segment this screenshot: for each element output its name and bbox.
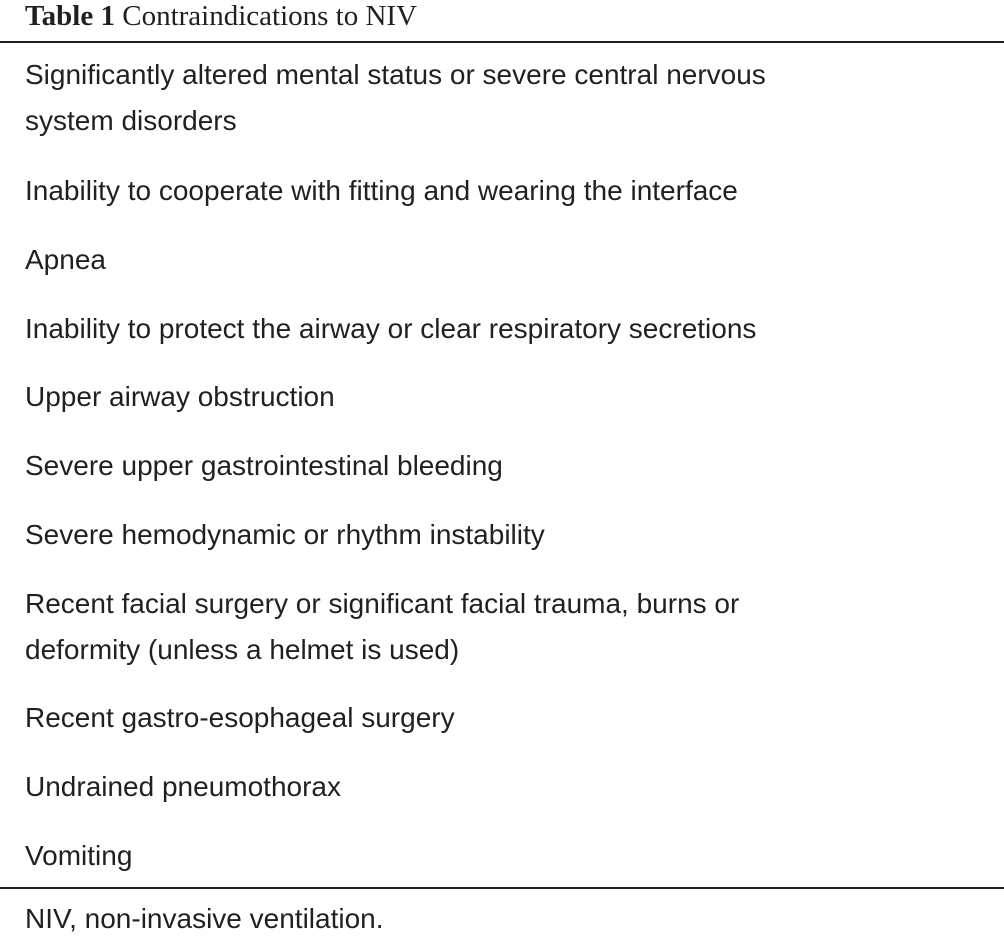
- row-text-line: deformity (unless a helmet is used): [25, 634, 460, 665]
- table-row: [25, 306, 965, 352]
- table-row: [25, 512, 965, 558]
- table-row: [25, 237, 965, 283]
- row-text-line: Inability to protect the airway or clear respiratory secretions: [25, 313, 757, 344]
- top-rule: [0, 41, 1004, 43]
- table-row: [25, 695, 965, 741]
- row-text-line: Recent facial surgery or significant facial trauma, burns or: [25, 588, 740, 619]
- table-footnote: NIV, non-invasive ventilation.: [25, 903, 384, 934]
- row-text-line: Recent gastro-esophageal surgery: [25, 702, 455, 733]
- row-text-line: Severe hemodynamic or rhythm instability: [25, 519, 545, 550]
- table-caption: [25, 0, 417, 36]
- row-text-line: system disorders: [25, 105, 237, 136]
- table-title: Contraindications to NIV: [122, 0, 418, 32]
- row-text-line: Upper airway obstruction: [25, 381, 335, 412]
- table-row: [25, 443, 965, 489]
- row-text-line: Significantly altered mental status or severe central nervous: [25, 59, 766, 90]
- row-text-line: Undrained pneumothorax: [25, 771, 341, 802]
- row-text-line: Vomiting: [25, 840, 133, 871]
- table-row: [25, 581, 965, 673]
- table-label: Table 1: [25, 0, 115, 32]
- table-row: [25, 764, 965, 810]
- bottom-rule: [0, 887, 1004, 889]
- row-text-line: Apnea: [25, 244, 106, 275]
- row-text-line: Inability to cooperate with fitting and wearing the interface: [25, 175, 738, 206]
- table-row: [25, 52, 965, 144]
- table-row: [25, 168, 965, 214]
- row-text-line: Severe upper gastrointestinal bleeding: [25, 450, 503, 481]
- table-row: [25, 833, 965, 879]
- table-row: [25, 374, 965, 420]
